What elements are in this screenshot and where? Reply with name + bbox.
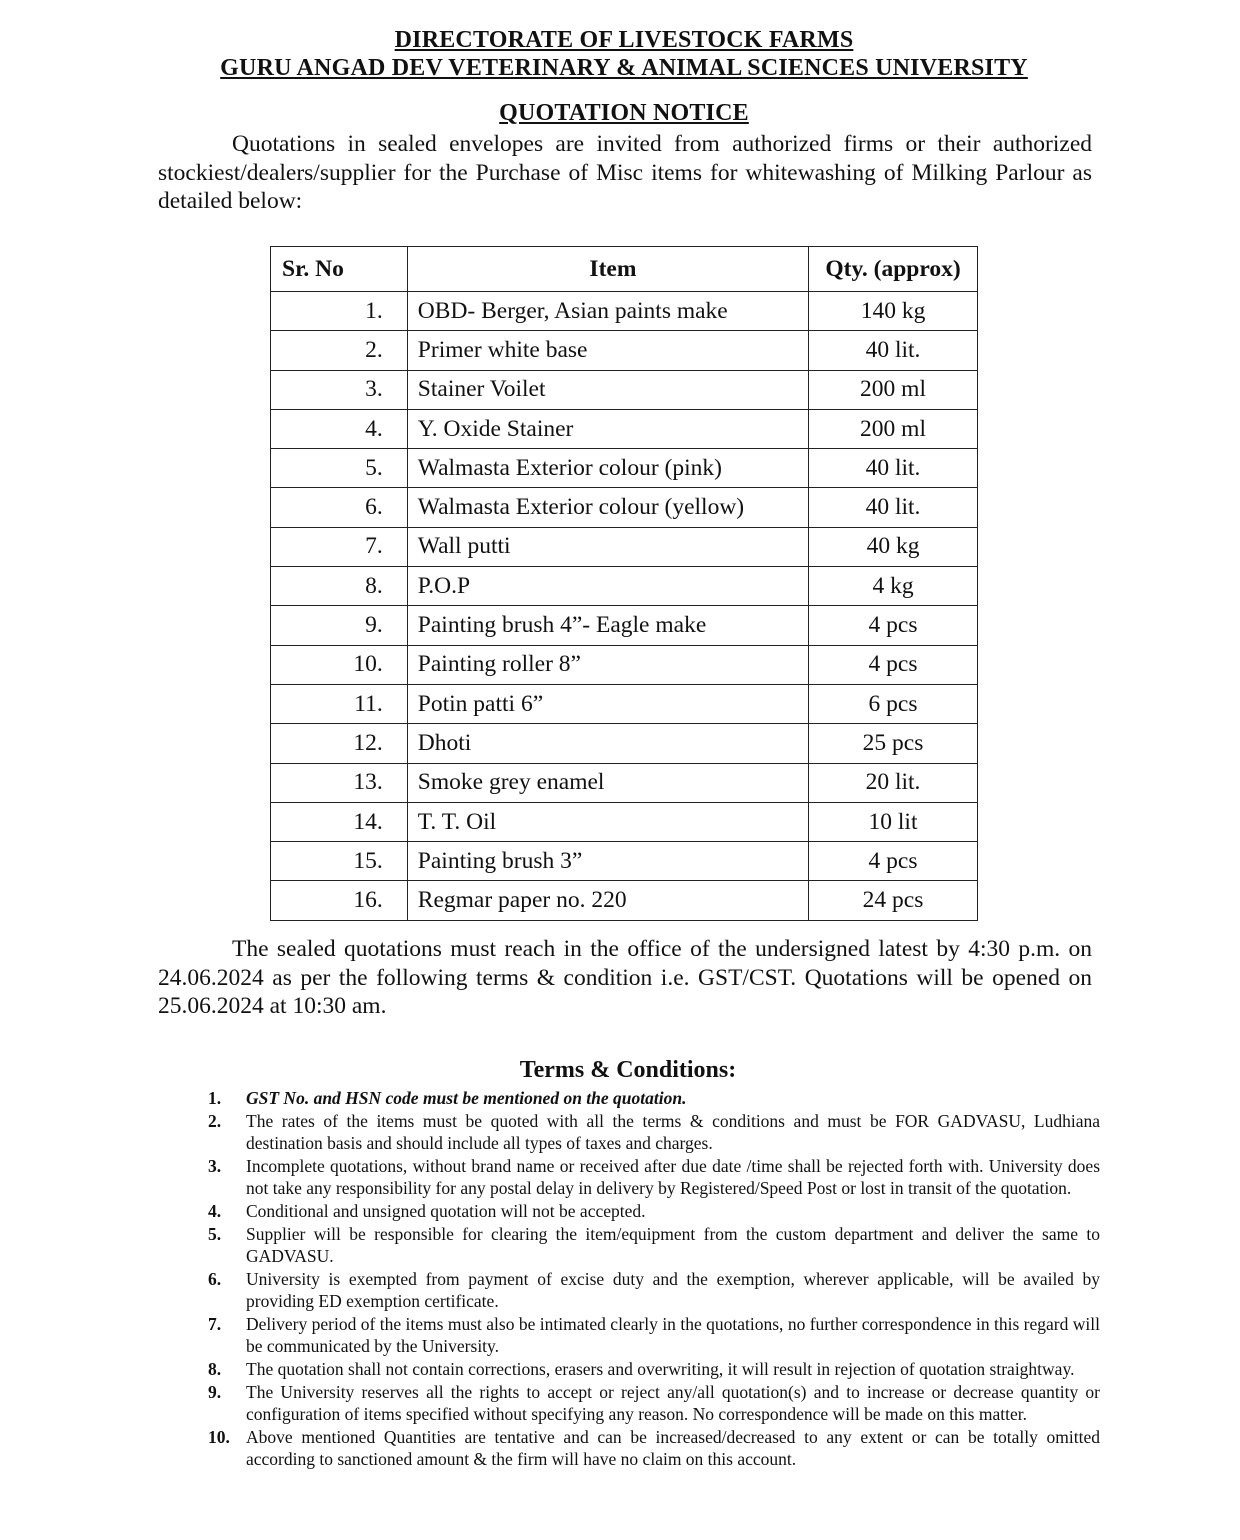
cell-qty: 200 ml — [809, 409, 978, 448]
intro-text: Quotations in sealed envelopes are invited from authorized firms or their authorized stockiest/dealers/supplier for the Purchase of Misc items for whitewashing of Milking Parlour as detailed below: — [158, 131, 1092, 214]
term-number: 9. — [208, 1382, 222, 1402]
cell-qty: 4 pcs — [809, 842, 978, 881]
cell-qty: 140 kg — [809, 292, 978, 331]
term-text: Above mentioned Quantities are tentative and can be increased/decreased to any extent or can be totally omitted according to sanctioned amount & the firm will have no claim on this account. — [246, 1427, 1100, 1469]
term-number: 3. — [208, 1156, 222, 1176]
cell-qty: 6 pcs — [809, 684, 978, 723]
terms-list — [200, 1087, 1100, 1471]
cell-item: P.O.P — [407, 567, 808, 606]
term-item — [200, 1381, 1100, 1425]
cell-qty: 10 lit — [809, 802, 978, 841]
university-heading: GURU ANGAD DEV VETERINARY & ANIMAL SCIENCES UNIVERSITY — [220, 55, 1028, 81]
cell-sr-no: 5. — [271, 449, 408, 488]
cell-qty: 200 ml — [809, 370, 978, 409]
cell-item: Painting brush 3” — [407, 842, 808, 881]
term-number: 7. — [208, 1314, 222, 1334]
table-row — [271, 567, 978, 606]
term-item — [200, 1358, 1100, 1380]
table-row — [271, 881, 978, 920]
cell-item: Painting roller 8” — [407, 645, 808, 684]
term-text: Conditional and unsigned quotation will not be accepted. — [246, 1201, 646, 1221]
table-row — [271, 527, 978, 566]
cell-sr-no: 6. — [271, 488, 408, 527]
header-qty: Qty. (approx) — [809, 247, 978, 292]
term-text: Incomplete quotations, without brand name or received after due date /time shall be rejected forth with. University does not take any responsibility for any postal delay in delivery by Registered/Speed Post or lost in transit of the quotation. — [246, 1156, 1100, 1198]
cell-item: Y. Oxide Stainer — [407, 409, 808, 448]
cell-qty: 40 kg — [809, 527, 978, 566]
cell-sr-no: 14. — [271, 802, 408, 841]
cell-sr-no: 8. — [271, 567, 408, 606]
cell-item: Potin patti 6” — [407, 684, 808, 723]
cell-item: Regmar paper no. 220 — [407, 881, 808, 920]
table-row — [271, 724, 978, 763]
table-row — [271, 409, 978, 448]
table-row — [271, 331, 978, 370]
cell-sr-no: 3. — [271, 370, 408, 409]
cell-sr-no: 1. — [271, 292, 408, 331]
cell-item: Wall putti — [407, 527, 808, 566]
cell-qty: 25 pcs — [809, 724, 978, 763]
cell-sr-no: 13. — [271, 763, 408, 802]
term-item — [200, 1313, 1100, 1357]
cell-sr-no: 10. — [271, 645, 408, 684]
term-number: 10. — [208, 1427, 230, 1447]
cell-qty: 40 lit. — [809, 449, 978, 488]
term-number: 4. — [208, 1201, 222, 1221]
cell-item: Painting brush 4”- Eagle make — [407, 606, 808, 645]
intro-paragraph — [158, 130, 1092, 216]
cell-sr-no: 12. — [271, 724, 408, 763]
term-text: The University reserves all the rights to accept or reject any/all quotation(s) and to increase or decrease quantity or configuration of items specified without specifying any reason. No correspondence will be made on this matter. — [246, 1382, 1100, 1424]
cell-sr-no: 2. — [271, 331, 408, 370]
cell-item: Stainer Voilet — [407, 370, 808, 409]
term-number: 2. — [208, 1111, 222, 1131]
table-row — [271, 488, 978, 527]
term-item — [200, 1200, 1100, 1222]
term-number: 1. — [208, 1088, 222, 1108]
closing-text: The sealed quotations must reach in the office of the undersigned latest by 4:30 p.m. on 24.06.2024 as per the following terms & condition i.e. GST/CST. Quotations will be opened on 25.06.2024 at 10:30 am. — [158, 936, 1092, 1019]
cell-item: Primer white base — [407, 331, 808, 370]
term-text: Delivery period of the items must also be intimated clearly in the quotations, no further correspondence in this regard will be communicated by the University. — [246, 1314, 1100, 1356]
term-item — [200, 1110, 1100, 1154]
term-text: Supplier will be responsible for clearing the item/equipment from the custom department and deliver the same to GADVASU. — [246, 1224, 1100, 1266]
notice-title: QUOTATION NOTICE — [499, 100, 749, 126]
cell-qty: 4 pcs — [809, 645, 978, 684]
table-row — [271, 606, 978, 645]
cell-item: Dhoti — [407, 724, 808, 763]
term-item — [200, 1426, 1100, 1470]
table-row — [271, 763, 978, 802]
table-row — [271, 449, 978, 488]
cell-qty: 24 pcs — [809, 881, 978, 920]
cell-item: Walmasta Exterior colour (yellow) — [407, 488, 808, 527]
directorate-heading: DIRECTORATE OF LIVESTOCK FARMS — [394, 27, 854, 53]
cell-qty: 40 lit. — [809, 331, 978, 370]
closing-paragraph — [158, 935, 1092, 1021]
cell-qty: 40 lit. — [809, 488, 978, 527]
term-number: 5. — [208, 1224, 222, 1244]
cell-sr-no: 11. — [271, 684, 408, 723]
table-header-row — [271, 247, 978, 292]
cell-qty: 4 kg — [809, 567, 978, 606]
table-row — [271, 370, 978, 409]
cell-item: Walmasta Exterior colour (pink) — [407, 449, 808, 488]
term-number: 8. — [208, 1359, 222, 1379]
cell-sr-no: 7. — [271, 527, 408, 566]
term-item — [200, 1155, 1100, 1199]
table-row — [271, 684, 978, 723]
cell-item: T. T. Oil — [407, 802, 808, 841]
terms-title: Terms & Conditions: — [519, 1057, 737, 1083]
term-number: 6. — [208, 1269, 222, 1289]
term-item — [200, 1223, 1100, 1267]
cell-item: OBD- Berger, Asian paints make — [407, 292, 808, 331]
cell-sr-no: 9. — [271, 606, 408, 645]
term-text: The rates of the items must be quoted with all the terms & conditions and must be FOR GADVASU, Ludhiana destination basis and should include all types of taxes and charges. — [246, 1111, 1100, 1153]
term-text: University is exempted from payment of excise duty and the exemption, wherever applicable, will be availed by providing ED exemption certificate. — [246, 1269, 1100, 1311]
table-row — [271, 802, 978, 841]
cell-item: Smoke grey enamel — [407, 763, 808, 802]
table-row — [271, 645, 978, 684]
cell-sr-no: 4. — [271, 409, 408, 448]
header-item: Item — [407, 247, 808, 292]
term-item — [200, 1268, 1100, 1312]
cell-qty: 20 lit. — [809, 763, 978, 802]
table-row — [271, 292, 978, 331]
cell-qty: 4 pcs — [809, 606, 978, 645]
cell-sr-no: 15. — [271, 842, 408, 881]
term-item — [200, 1087, 1100, 1109]
term-text: The quotation shall not contain corrections, erasers and overwriting, it will result in rejection of quotation straightway. — [246, 1359, 1075, 1379]
cell-sr-no: 16. — [271, 881, 408, 920]
term-text: GST No. and HSN code must be mentioned on the quotation. — [246, 1088, 687, 1108]
table-row — [271, 842, 978, 881]
header-sr-no: Sr. No — [271, 247, 408, 292]
items-table — [270, 246, 978, 921]
